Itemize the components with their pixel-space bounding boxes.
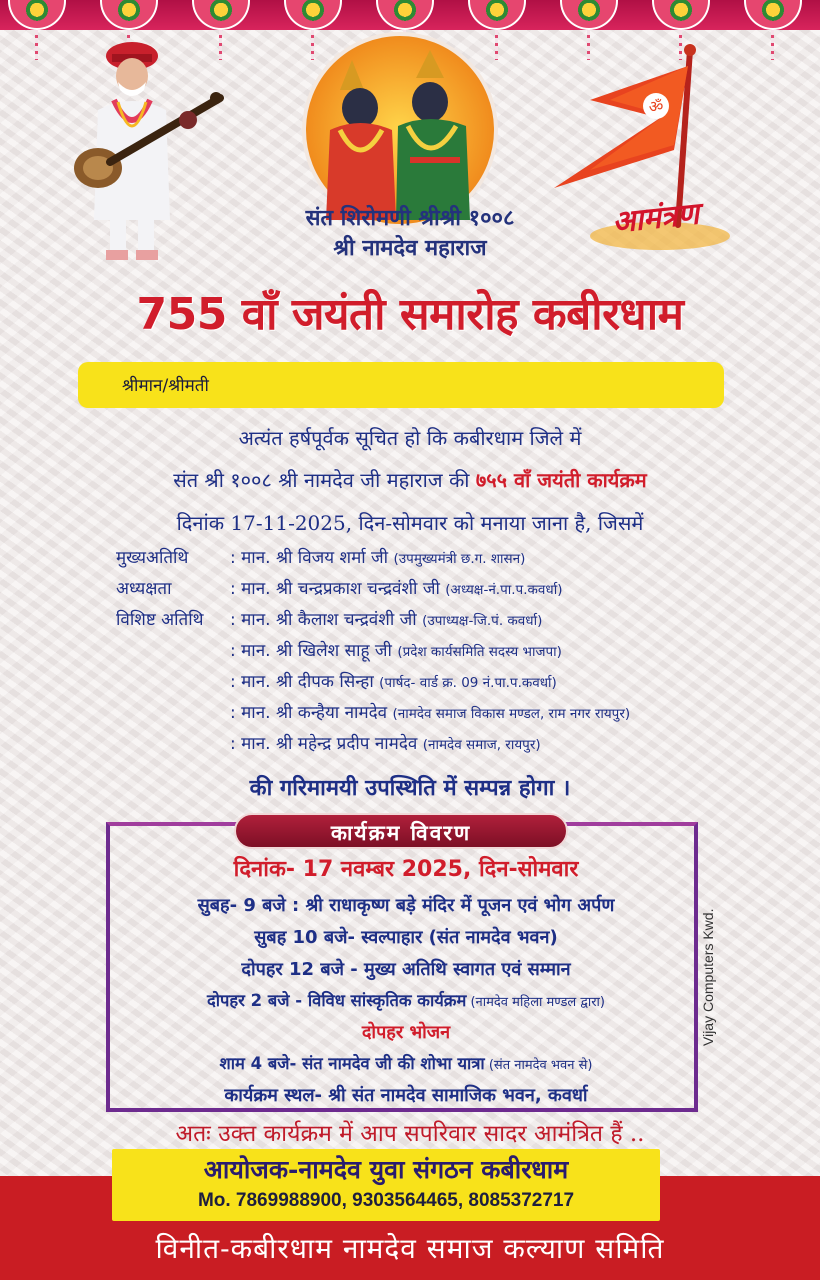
guest-role: अध्यक्षता xyxy=(116,579,172,599)
guest-name xyxy=(230,576,562,599)
guest-name-text: : मान. श्री विजय शर्मा जी xyxy=(230,548,389,568)
salutation-label: श्रीमान/श्रीमती xyxy=(122,376,209,396)
saint-title-line1: संत शिरोमणी श्रीश्री १००८ xyxy=(305,205,515,231)
intro-line-2-text: संत श्री १००८ श्री नामदेव जी महाराज की xyxy=(173,468,476,492)
program-item: सुबह- 9 बजे : श्री राधाकृष्ण बड़े मंदिर में पूजन एवं भोग अर्पण xyxy=(197,895,615,916)
invitation-line: अतः उक्त कार्यक्रम में आप सपरिवार सादर आमंत्रित हैं .. xyxy=(175,1121,645,1147)
printer-credit: Vijay Computers Kwd. xyxy=(700,908,716,1046)
guest-role: मुख्यअतिथि xyxy=(116,548,189,568)
guest-row xyxy=(116,669,796,700)
garland-drop-icon xyxy=(35,30,38,60)
guest-name xyxy=(230,545,525,568)
program-item: दोपहर 12 बजे - मुख्य अतिथि स्वागत एवं सम्मान xyxy=(241,959,571,980)
saint-title xyxy=(200,203,620,263)
program-venue: कार्यक्रम स्थल- श्री संत नामदेव सामाजिक भवन, कवर्धा xyxy=(224,1085,588,1106)
guest-name xyxy=(230,669,557,692)
guest-name-text: : मान. श्री कन्हैया नामदेव xyxy=(230,703,388,723)
guest-name xyxy=(230,731,541,754)
guest-name xyxy=(230,607,542,630)
program-date: दिनांक- 17 नवम्बर 2025, दिन-सोमवार xyxy=(233,857,579,882)
guest-note: (उपाध्यक्ष-जि.पं. कवर्धा) xyxy=(422,613,543,629)
guest-name-text: : मान. श्री दीपक सिन्हा xyxy=(230,672,374,692)
guest-note: (अध्यक्ष-नं.पा.प.कवर्धा) xyxy=(445,582,563,598)
intro-line-2 xyxy=(20,466,800,493)
invitation-stamp-label: आमंत्रण xyxy=(610,196,701,241)
program-item: सुबह 10 बजे- स्वल्पाहार (संत नामदेव भवन) xyxy=(254,927,558,948)
organizer-name: आयोजक-नामदेव युवा संगठन कबीरधाम xyxy=(203,1155,569,1184)
program-item xyxy=(106,988,706,1011)
guest-row xyxy=(116,700,796,731)
guest-row xyxy=(116,607,796,638)
guest-name-text: : मान. श्री खिलेश साहू जी xyxy=(230,641,392,661)
guest-row xyxy=(116,545,796,576)
page-title: 755 वाँ जयंती समारोह कबीरधाम xyxy=(136,289,684,340)
intro-line-2-highlight: ७५५ वाँ जयंती कार्यक्रम xyxy=(475,468,647,492)
guest-list xyxy=(116,545,796,762)
salutation-bar xyxy=(78,362,724,408)
vitthal-rukmini-deities-icon xyxy=(300,30,500,230)
guest-row xyxy=(116,576,796,607)
guest-row xyxy=(116,638,796,669)
program-lunch: दोपहर भोजन xyxy=(361,1022,451,1043)
guest-note: (पार्षद- वार्ड क्र. 09 नं.पा.प.कवर्धा) xyxy=(379,675,557,691)
saint-title-line2: श्री नामदेव महाराज xyxy=(333,235,487,261)
footer-committee: विनीत-कबीरधाम नामदेव समाज कल्याण समिति xyxy=(155,1232,665,1265)
guest-name-text: : मान. श्री कैलाश चन्द्रवंशी जी xyxy=(230,610,417,630)
guest-note: (नामदेव समाज, रायपुर) xyxy=(422,737,541,753)
guest-role: विशिष्ट अतिथि xyxy=(116,610,204,630)
guest-row xyxy=(116,731,796,762)
guest-note: (प्रदेश कार्यसमिति सदस्य भाजपा) xyxy=(397,644,562,660)
organizer-phones: Mo. 7869988900, 9303564465, 8085372717 xyxy=(197,1190,575,1211)
closing-line: की गरिमामयी उपस्थिति में सम्पन्न होगा । xyxy=(249,775,571,801)
guest-name xyxy=(230,700,630,723)
program-item-note: (नामदेव महिला मण्डल द्वारा) xyxy=(466,995,605,1010)
guest-name xyxy=(230,638,562,661)
program-item-note: (संत नामदेव भवन से) xyxy=(484,1058,593,1073)
garland-drop-icon xyxy=(771,30,774,60)
guest-name-text: : मान. श्री महेन्द्र प्रदीप नामदेव xyxy=(230,734,418,754)
program-item xyxy=(106,1051,706,1074)
guest-name-text: : मान. श्री चन्द्रप्रकाश चन्द्रवंशी जी xyxy=(230,579,440,599)
program-header: कार्यक्रम विवरण xyxy=(234,813,568,849)
intro-line-1: अत्यंत हर्षपूर्वक सूचित हो कि कबीरधाम जिले में xyxy=(238,426,582,450)
svg-text:ॐ: ॐ xyxy=(648,97,664,116)
program-item-text: दोपहर 2 बजे - विविध सांस्कृतिक कार्यक्रम xyxy=(207,991,467,1010)
guest-note: (नामदेव समाज विकास मण्डल, राम नगर रायपुर) xyxy=(392,706,631,722)
intro-line-3: दिनांक 17-11-2025, दिन-सोमवार को मनाया जाना है, जिसमें xyxy=(176,511,644,535)
guest-note: (उपमुख्यमंत्री छ.ग. शासन) xyxy=(393,551,526,567)
program-item-text: शाम 4 बजे- संत नामदेव जी की शोभा यात्रा xyxy=(219,1054,485,1073)
